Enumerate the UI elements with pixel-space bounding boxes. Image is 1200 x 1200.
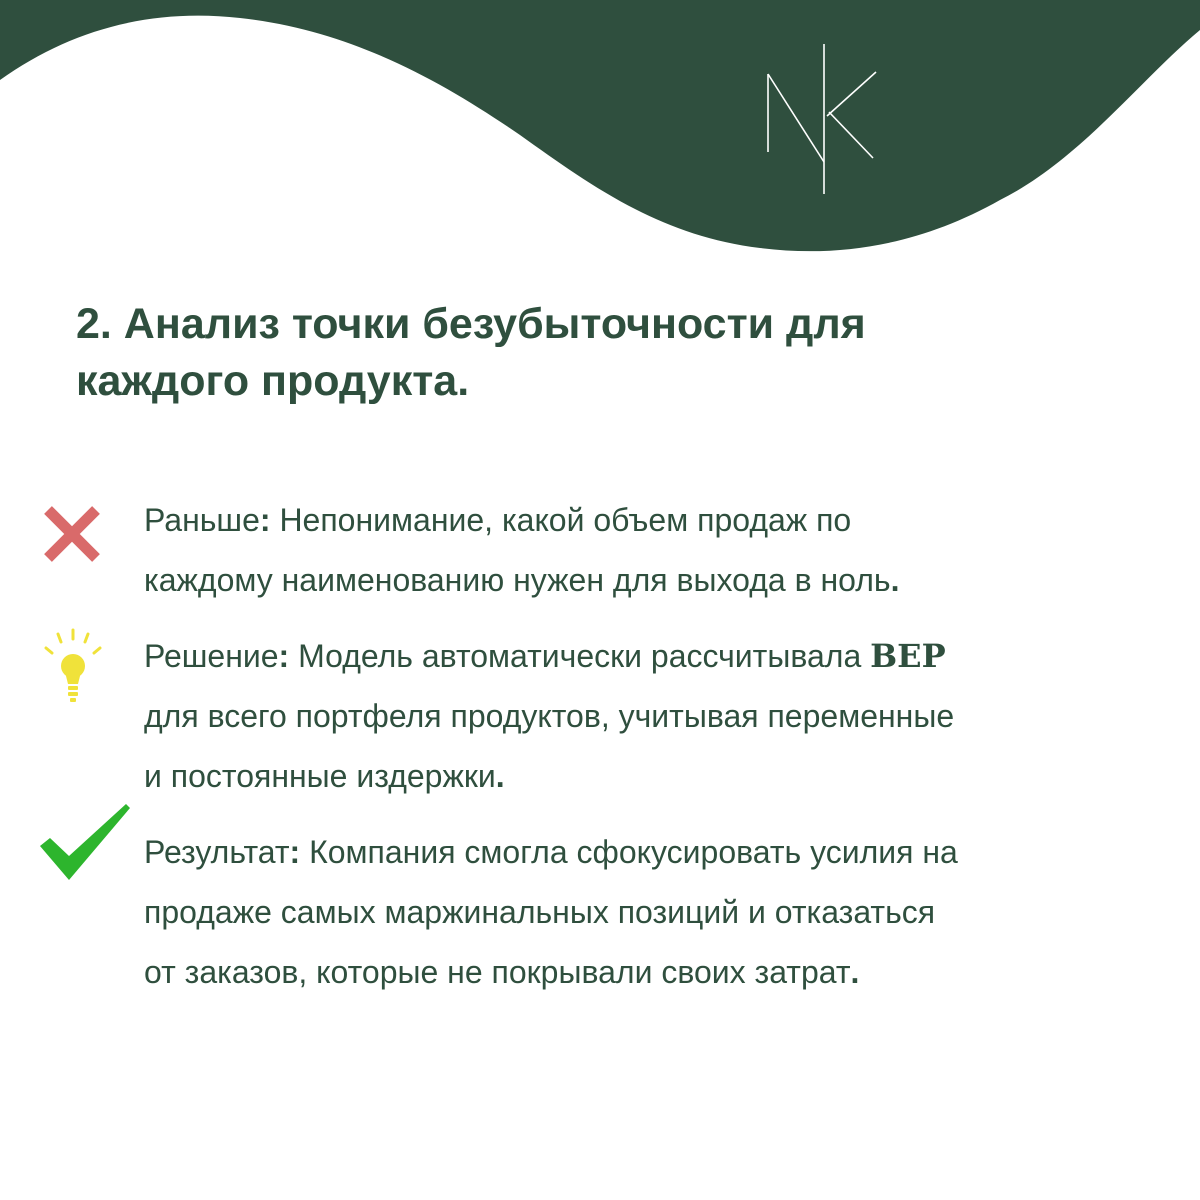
result-text-line-3: от заказов, которые не покрывали своих затрат (144, 954, 851, 990)
page-title-line-2: каждого продукта. (76, 357, 470, 405)
before-text: Раньше: Непонимание, какой объем продаж по каждому наименованию нужен для выхода в ноль. (144, 502, 900, 598)
solution-label: Решение (144, 638, 279, 674)
page-title (76, 296, 1076, 410)
lightbulb-icon (38, 628, 108, 708)
result-text-line-2: продаже самых маржинальных позиций и отказаться (144, 894, 936, 930)
result-text-line-1: Компания смогла сфокусировать усилия на (300, 834, 958, 870)
checkmark-icon (38, 804, 134, 884)
bep-abbreviation: BEP (870, 637, 946, 675)
result-label: Результат (144, 834, 290, 870)
page-title-line-1: 2. Анализ точки безубыточности для (76, 300, 866, 348)
before-label: Раньше (144, 502, 260, 538)
nk-logo (760, 40, 880, 200)
solution-text: Решение: Модель автоматически рассчитывала BEP для всего портфеля продуктов, учитывая переменные и постоянные издержки. (144, 637, 955, 794)
before-text-line-1: Непонимание, какой объем продаж по (270, 502, 852, 538)
header-wave-background (0, 0, 1200, 300)
solution-text-line-1: Модель автоматически рассчитывала (289, 638, 871, 674)
before-text-line-2: каждому наименованию нужен для выхода в ноль (144, 562, 891, 598)
solution-text-line-2: для всего портфеля продуктов, учитывая переменные (144, 698, 955, 734)
solution-text-line-3: и постоянные издержки (144, 758, 496, 794)
result-text: Результат: Компания смогла сфокусировать усилия на продаже самых маржинальных позиций и отказаться от заказов, которые не покрывали своих затрат. (144, 834, 958, 990)
cross-icon (40, 502, 104, 566)
